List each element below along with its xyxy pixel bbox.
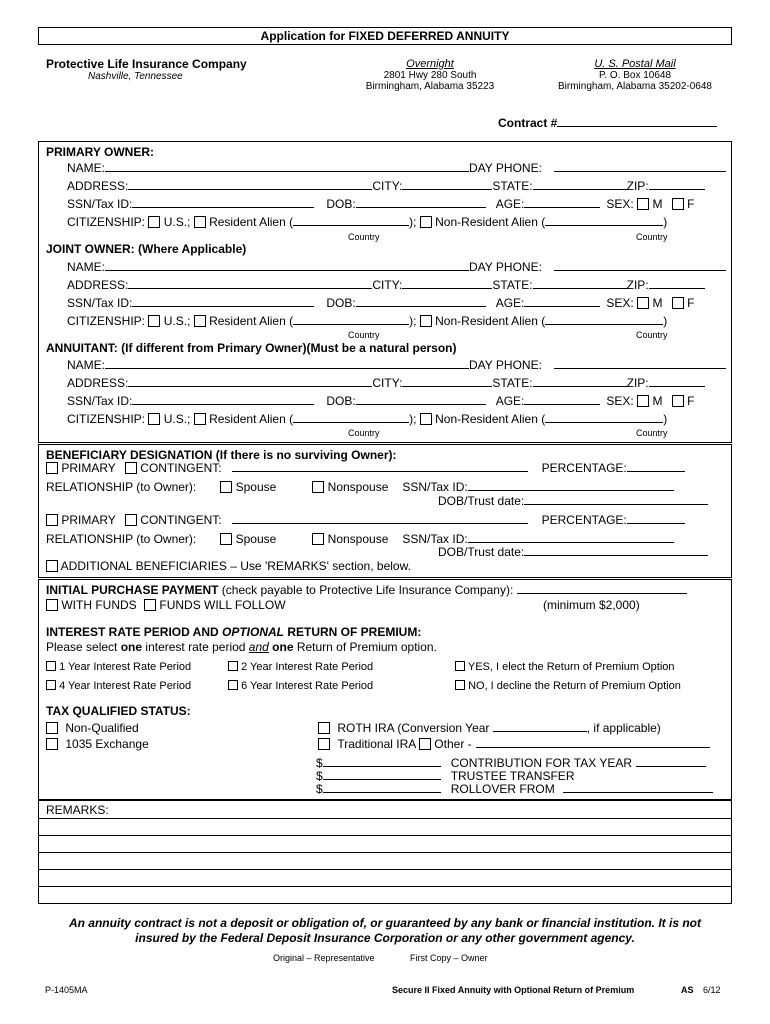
contract-number-field[interactable]: [557, 116, 717, 127]
primary-owner-heading: PRIMARY OWNER:: [46, 145, 154, 159]
address-label: ADDRESS:: [67, 179, 129, 193]
day-phone-label: DAY PHONE:: [469, 260, 542, 274]
resident-alien-label: Resident Alien (: [209, 215, 294, 229]
beneficiary-1-name-field[interactable]: [232, 461, 528, 472]
primary-age-field[interactable]: [524, 197, 600, 208]
product-name: Secure II Fixed Annuity with Optional Return of Premium: [392, 985, 635, 995]
annuitant-address-row: [67, 376, 705, 390]
beneficiary-1-contingent-checkbox[interactable]: [125, 462, 137, 474]
city-label: CITY:: [372, 278, 403, 292]
primary-sex-f-checkbox[interactable]: [672, 198, 684, 210]
annuitant-name-row: [67, 358, 726, 372]
period-6-label: 6 Year Interest Rate Period: [241, 680, 374, 692]
company-name: Protective Life Insurance Company: [46, 57, 247, 71]
other-checkbox[interactable]: [419, 738, 431, 750]
f-label: F: [687, 296, 695, 310]
company-city: Nashville, Tennessee: [88, 71, 183, 82]
select-d: and: [248, 640, 269, 654]
annuitant-age-field[interactable]: [524, 394, 600, 405]
beneficiary-2-spouse-checkbox[interactable]: [220, 533, 232, 545]
spouse-label: Spouse: [235, 532, 277, 546]
annuitant-ssn-row: [67, 394, 694, 408]
exchange-checkbox[interactable]: [46, 738, 58, 750]
exchange-option: [46, 737, 149, 751]
remarks-line: [38, 869, 732, 870]
joint-phone-field[interactable]: [554, 260, 726, 271]
close-semicolon: );: [409, 412, 417, 426]
joint-resident-country-field[interactable]: [293, 314, 409, 325]
joint-us-checkbox[interactable]: [148, 315, 160, 327]
period-4-checkbox[interactable]: [46, 680, 56, 690]
joint-resident-alien-checkbox[interactable]: [194, 315, 206, 327]
beneficiary-1-row: [46, 461, 685, 475]
remarks-label: REMARKS:: [46, 803, 109, 817]
trustee-row: [316, 769, 574, 783]
annuitant-resident-alien-checkbox[interactable]: [194, 413, 206, 425]
rop-no-label: NO, I decline the Return of Premium Option: [468, 680, 681, 692]
state-label: STATE:: [492, 179, 533, 193]
dob-label: DOB:: [326, 197, 356, 211]
joint-owner-sub: : (Where Applicable): [130, 242, 247, 256]
form-title: Application for FIXED DEFERRED ANNUITY: [38, 27, 732, 45]
close-paren: ): [663, 314, 668, 328]
city-label: CITY:: [372, 179, 403, 193]
ssn-label: SSN/Tax ID:: [67, 296, 133, 310]
product-code: AS: [681, 985, 694, 995]
annuitant-state-field[interactable]: [533, 376, 627, 387]
close-paren: ): [663, 412, 668, 426]
primary-address-field[interactable]: [128, 179, 372, 190]
beneficiary-2-dob-field[interactable]: [524, 545, 708, 556]
disclaimer-line-2: insured by the Federal Deposit Insurance Corporation or any other government agency.: [135, 931, 635, 945]
purchase-sub: (check payable to Protective Life Insurance Company):: [218, 583, 514, 597]
primary-ssn-field[interactable]: [132, 197, 314, 208]
contingent-label: CONTINGENT:: [140, 461, 222, 475]
ssn-label: SSN/Tax ID:: [67, 197, 133, 211]
postal-line1: P. O. Box 10648: [598, 70, 672, 81]
rollover-from-field[interactable]: [563, 782, 713, 793]
period-2-label: 2 Year Interest Rate Period: [241, 661, 374, 673]
period-2-checkbox[interactable]: [228, 661, 238, 671]
primary-nonresident-country-field[interactable]: [545, 215, 663, 226]
citizenship-label: CITIZENSHIP:: [67, 314, 146, 328]
annuitant-us-checkbox[interactable]: [148, 413, 160, 425]
joint-ssn-field[interactable]: [132, 296, 314, 307]
period-4-option: [46, 679, 191, 693]
beneficiary-2-primary-checkbox[interactable]: [46, 514, 58, 526]
contribution-amount-field[interactable]: [323, 756, 441, 767]
us-label: U.S.;: [163, 215, 191, 229]
interest-instruction: [46, 640, 437, 654]
beneficiary-1-dob-row: [438, 494, 708, 508]
rop-no-option: [455, 679, 681, 693]
purchase-amount-field[interactable]: [517, 583, 687, 594]
beneficiary-2-name-field[interactable]: [232, 513, 528, 524]
other-field[interactable]: [476, 737, 710, 748]
joint-citizenship-row: [67, 314, 667, 328]
beneficiary-2-percentage-field[interactable]: [627, 513, 685, 524]
annuitant-address-field[interactable]: [128, 376, 372, 387]
tax-heading: TAX QUALIFIED STATUS:: [46, 704, 191, 718]
zip-label: ZIP:: [626, 376, 649, 390]
period-4-label: 4 Year Interest Rate Period: [59, 680, 192, 692]
primary-dob-field[interactable]: [356, 197, 486, 208]
name-label: NAME:: [67, 161, 106, 175]
beneficiary-1-dob-field[interactable]: [524, 494, 708, 505]
primary-sex-m-checkbox[interactable]: [637, 198, 649, 210]
dollar-sign: $: [316, 769, 323, 783]
with-funds-checkbox[interactable]: [46, 599, 58, 611]
roth-label-a: ROTH IRA (Conversion Year: [337, 721, 493, 735]
revision-date: 6/12: [703, 985, 721, 995]
beneficiary-2-row: [46, 513, 685, 527]
primary-ssn-row: [67, 197, 694, 211]
joint-sex-f-checkbox[interactable]: [672, 297, 684, 309]
roth-checkbox[interactable]: [318, 722, 330, 734]
us-label: U.S.;: [163, 412, 191, 426]
dollar-sign: $: [316, 756, 323, 770]
tax-year-field[interactable]: [636, 756, 706, 767]
relationship-label: RELATIONSHIP (to Owner):: [46, 480, 197, 494]
traditional-option: [318, 737, 710, 751]
state-label: STATE:: [492, 376, 533, 390]
resident-alien-label: Resident Alien (: [209, 314, 294, 328]
close-semicolon: );: [409, 215, 417, 229]
dob-trust-label: DOB/Trust date:: [438, 545, 525, 559]
zip-label: ZIP:: [626, 278, 649, 292]
select-c: interest rate period: [142, 640, 249, 654]
country-caption: Country: [348, 428, 380, 438]
additional-beneficiaries-checkbox[interactable]: [46, 560, 58, 572]
postal-address: [550, 58, 720, 92]
roth-option: [318, 721, 661, 735]
interest-heading-a: INTEREST RATE PERIOD AND: [46, 625, 223, 639]
contract-number: [498, 116, 717, 130]
sex-label: SEX:: [606, 394, 634, 408]
citizenship-label: CITIZENSHIP:: [67, 215, 146, 229]
select-f: Return of Premium option.: [293, 640, 437, 654]
additional-beneficiaries-row: [46, 559, 411, 573]
funds-row: [46, 598, 286, 612]
m-label: M: [652, 296, 663, 310]
conversion-year-field[interactable]: [493, 721, 587, 732]
joint-name-row: [67, 260, 726, 274]
contribution-label: CONTRIBUTION FOR TAX YEAR: [450, 756, 633, 770]
annuitant-citizenship-row: [67, 412, 667, 426]
minimum-note: (minimum $2,000): [543, 598, 640, 612]
annuitant-resident-country-field[interactable]: [293, 412, 409, 423]
primary-us-checkbox[interactable]: [148, 216, 160, 228]
remarks-line: [38, 852, 732, 853]
remarks-line: [38, 886, 732, 887]
joint-nonresident-alien-checkbox[interactable]: [420, 315, 432, 327]
traditional-checkbox[interactable]: [318, 738, 330, 750]
joint-age-field[interactable]: [524, 296, 600, 307]
period-6-option: [228, 679, 373, 693]
close-semicolon: );: [409, 314, 417, 328]
other-label: Other -: [434, 737, 472, 751]
resident-alien-label: Resident Alien (: [209, 412, 294, 426]
beneficiary-2-dob-row: [438, 545, 708, 559]
overnight-line2: Birmingham, Alabama 35223: [365, 81, 495, 92]
percentage-label: PERCENTAGE:: [541, 513, 627, 527]
period-1-label: 1 Year Interest Rate Period: [59, 661, 192, 673]
interest-heading-c: RETURN OF PREMIUM: [284, 625, 418, 639]
city-label: CITY:: [372, 376, 403, 390]
name-label: NAME:: [67, 358, 106, 372]
joint-owner-heading: [46, 242, 246, 256]
ssn-label: SSN/Tax ID:: [402, 480, 468, 494]
dob-label: DOB:: [326, 296, 356, 310]
purchase-heading-row: [46, 583, 687, 597]
copy-original: Original – Representative: [273, 953, 375, 963]
funds-follow-label: FUNDS WILL FOLLOW: [159, 598, 286, 612]
beneficiary-1-nonspouse-checkbox[interactable]: [312, 481, 324, 493]
joint-sex-m-checkbox[interactable]: [637, 297, 649, 309]
additional-beneficiaries-label: ADDITIONAL BENEFICIARIES – Use 'REMARKS' section, below.: [60, 559, 411, 573]
primary-nonresident-alien-checkbox[interactable]: [420, 216, 432, 228]
day-phone-label: DAY PHONE:: [469, 358, 542, 372]
overnight-label: Overnight: [406, 58, 454, 70]
country-caption: Country: [636, 428, 668, 438]
overnight-address: [350, 58, 510, 92]
primary-name-row: [67, 161, 726, 175]
remarks-line: [38, 818, 732, 819]
us-label: U.S.;: [163, 314, 191, 328]
citizenship-label: CITIZENSHIP:: [67, 412, 146, 426]
annuitant-dob-field[interactable]: [356, 394, 486, 405]
non-qualified-label: Non-Qualified: [65, 721, 139, 735]
copy-first: First Copy – Owner: [410, 953, 488, 963]
overnight-line1: 2801 Hwy 280 South: [383, 70, 477, 81]
rop-yes-label: YES, I elect the Return of Premium Option: [467, 661, 675, 673]
zip-label: ZIP:: [626, 179, 649, 193]
country-caption: Country: [636, 330, 668, 340]
purchase-title: INITIAL PURCHASE PAYMENT: [46, 583, 219, 597]
traditional-label: Traditional IRA: [337, 737, 416, 751]
period-2-option: [228, 660, 373, 674]
rollover-amount-field[interactable]: [323, 782, 441, 793]
close-paren: ): [663, 215, 668, 229]
primary-resident-alien-checkbox[interactable]: [194, 216, 206, 228]
joint-state-field[interactable]: [533, 278, 627, 289]
rop-yes-checkbox[interactable]: [455, 661, 465, 671]
select-e: one: [268, 640, 294, 654]
annuitant-heading: [46, 341, 457, 355]
m-label: M: [652, 394, 663, 408]
roth-label-b: , if applicable): [586, 721, 661, 735]
country-caption: Country: [636, 232, 668, 242]
primary-city-field[interactable]: [402, 179, 492, 190]
f-label: F: [687, 197, 695, 211]
interest-heading: [46, 625, 421, 639]
beneficiary-colon: :: [392, 448, 397, 462]
postal-label: U. S. Postal Mail: [594, 58, 676, 70]
dob-label: DOB:: [326, 394, 356, 408]
annuitant-name-field[interactable]: [105, 358, 469, 369]
joint-nonresident-country-field[interactable]: [545, 314, 663, 325]
beneficiary-1-ssn-field[interactable]: [468, 480, 674, 491]
beneficiary-1-spouse-checkbox[interactable]: [220, 481, 232, 493]
sex-label: SEX:: [606, 296, 634, 310]
annuitant-nonresident-alien-checkbox[interactable]: [420, 413, 432, 425]
contribution-row: [316, 756, 706, 770]
select-b: one: [120, 640, 143, 654]
with-funds-label: WITH FUNDS: [61, 598, 137, 612]
beneficiary-2-ssn-field[interactable]: [468, 532, 674, 543]
joint-zip-field[interactable]: [649, 278, 705, 289]
rollover-row: [316, 782, 713, 796]
primary-zip-field[interactable]: [649, 179, 705, 190]
primary-phone-field[interactable]: [554, 161, 726, 172]
annuitant-title: ANNUITANT: [46, 341, 114, 355]
beneficiary-2-nonspouse-checkbox[interactable]: [312, 533, 324, 545]
joint-dob-field[interactable]: [356, 296, 486, 307]
address-label: ADDRESS:: [67, 376, 129, 390]
joint-ssn-row: [67, 296, 694, 310]
trustee-label: TRUSTEE TRANSFER: [450, 769, 575, 783]
non-resident-alien-label: Non-Resident Alien (: [435, 412, 546, 426]
percentage-label: PERCENTAGE:: [541, 461, 627, 475]
annuitant-sex-f-checkbox[interactable]: [672, 395, 684, 407]
joint-owner-title: JOINT OWNER: [46, 242, 131, 256]
m-label: M: [652, 197, 663, 211]
annuitant-phone-field[interactable]: [554, 358, 726, 369]
primary-address-row: [67, 179, 705, 193]
relationship-label: RELATIONSHIP (to Owner):: [46, 532, 197, 546]
non-resident-alien-label: Non-Resident Alien (: [435, 215, 546, 229]
joint-address-row: [67, 278, 705, 292]
primary-name-field[interactable]: [105, 161, 469, 172]
primary-citizenship-row: [67, 215, 667, 229]
interest-heading-b: OPTIONAL: [222, 625, 285, 639]
select-a: Please select: [46, 640, 121, 654]
joint-address-field[interactable]: [128, 278, 372, 289]
interest-heading-d: :: [417, 625, 422, 639]
rop-yes-option: [455, 660, 675, 674]
country-caption: Country: [348, 232, 380, 242]
beneficiary-1-primary-checkbox[interactable]: [46, 462, 58, 474]
period-1-option: [46, 660, 191, 674]
rop-no-checkbox[interactable]: [455, 680, 465, 690]
address-label: ADDRESS:: [67, 278, 129, 292]
dob-trust-label: DOB/Trust date:: [438, 494, 525, 508]
beneficiary-2-relationship-row: [46, 532, 674, 546]
non-qualified-checkbox[interactable]: [46, 722, 58, 734]
beneficiary-1-percentage-field[interactable]: [627, 461, 685, 472]
contract-label: Contract #: [498, 116, 558, 130]
funds-follow-checkbox[interactable]: [144, 599, 156, 611]
joint-city-field[interactable]: [402, 278, 492, 289]
joint-name-field[interactable]: [105, 260, 469, 271]
spouse-label: Spouse: [235, 480, 277, 494]
disclaimer-line-1: An annuity contract is not a deposit or obligation of, or guaranteed by any bank or financial institution. It is not: [68, 916, 702, 930]
state-label: STATE:: [492, 278, 533, 292]
dollar-sign: $: [316, 782, 323, 796]
remarks-line: [38, 835, 732, 836]
ssn-label: SSN/Tax ID:: [402, 532, 468, 546]
annuitant-sub: : (If different from Primary Owner)(Must be a natural person): [113, 341, 457, 355]
trustee-amount-field[interactable]: [323, 769, 441, 780]
sex-label: SEX:: [606, 197, 634, 211]
f-label: F: [687, 394, 695, 408]
beneficiary-heading: [46, 448, 397, 462]
annuitant-ssn-field[interactable]: [132, 394, 314, 405]
name-label: NAME:: [67, 260, 106, 274]
disclaimer: [38, 916, 732, 946]
rollover-label: ROLLOVER FROM: [450, 782, 555, 796]
day-phone-label: DAY PHONE:: [469, 161, 542, 175]
country-caption: Country: [348, 330, 380, 340]
beneficiary-2-contingent-checkbox[interactable]: [125, 514, 137, 526]
primary-label: PRIMARY: [61, 461, 116, 475]
nonspouse-label: Nonspouse: [327, 480, 389, 494]
form-number: P-1405MA: [45, 985, 88, 995]
beneficiary-1-relationship-row: [46, 480, 674, 494]
primary-label: PRIMARY: [61, 513, 116, 527]
annuitant-nonresident-country-field[interactable]: [545, 412, 663, 423]
non-resident-alien-label: Non-Resident Alien (: [435, 314, 546, 328]
annuitant-zip-field[interactable]: [649, 376, 705, 387]
annuitant-sex-m-checkbox[interactable]: [637, 395, 649, 407]
period-1-checkbox[interactable]: [46, 661, 56, 671]
annuitant-city-field[interactable]: [402, 376, 492, 387]
postal-line2: Birmingham, Alabama 35202-0648: [558, 81, 712, 92]
age-label: AGE:: [495, 296, 525, 310]
primary-state-field[interactable]: [533, 179, 627, 190]
age-label: AGE:: [495, 197, 525, 211]
nonspouse-label: Nonspouse: [327, 532, 389, 546]
beneficiary-title: BENEFICIARY DESIGNATION (If there is no surviving Owner): [46, 448, 393, 462]
age-label: AGE:: [495, 394, 525, 408]
primary-resident-country-field[interactable]: [293, 215, 409, 226]
contingent-label: CONTINGENT:: [140, 513, 222, 527]
exchange-label: 1035 Exchange: [65, 737, 149, 751]
non-qualified-option: [46, 721, 139, 735]
ssn-label: SSN/Tax ID:: [67, 394, 133, 408]
period-6-checkbox[interactable]: [228, 680, 238, 690]
